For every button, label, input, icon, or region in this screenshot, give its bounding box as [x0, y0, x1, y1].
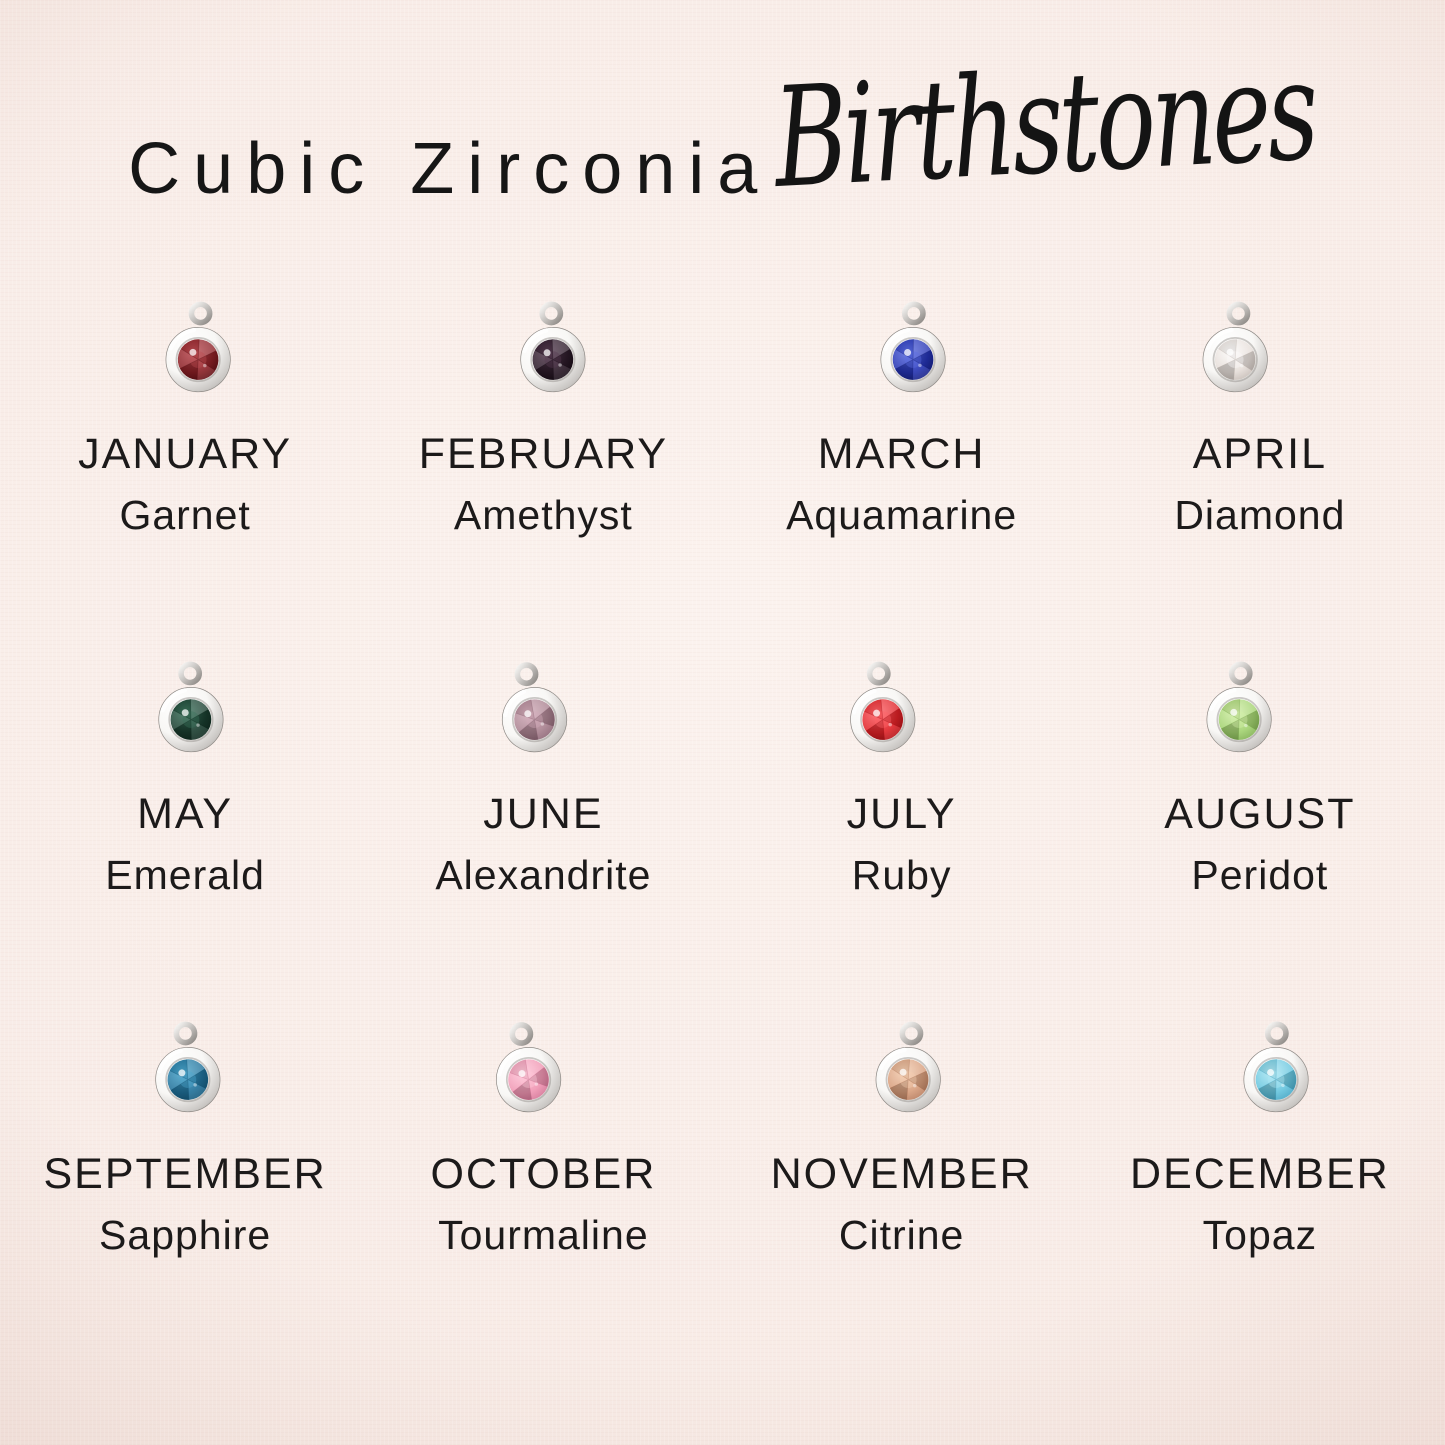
charm-svg	[487, 1012, 571, 1122]
month-label: JANUARY	[78, 430, 293, 478]
stone-label: Emerald	[105, 852, 265, 898]
stone-label: Garnet	[119, 492, 251, 538]
birthstone-item	[6, 268, 364, 538]
birthstone-labels	[435, 790, 651, 899]
birthstone-item	[364, 988, 722, 1258]
aquamarine-charm-icon	[871, 292, 955, 402]
charm-svg	[1197, 652, 1281, 762]
charm-svg	[866, 1012, 950, 1122]
tourmaline-charm-icon	[487, 1012, 571, 1122]
month-label: APRIL	[1192, 430, 1328, 478]
charm-svg	[841, 652, 925, 762]
stone-label: Alexandrite	[435, 852, 652, 898]
stone-label: Amethyst	[453, 492, 633, 538]
birthstone-labels	[1164, 790, 1355, 899]
stone-label: Tourmaline	[438, 1212, 649, 1258]
birthstone-item	[364, 268, 722, 538]
birthstone-item	[364, 628, 722, 898]
sapphire-charm-icon	[146, 1012, 230, 1122]
month-label: JULY	[846, 790, 957, 838]
charm-svg	[1234, 1012, 1318, 1122]
birthstone-labels	[44, 1150, 327, 1259]
birthstone-item	[1081, 988, 1439, 1258]
alexandrite-charm-icon	[493, 652, 577, 762]
diamond-charm-icon	[1193, 292, 1277, 402]
birthstone-item	[723, 268, 1081, 538]
charm-svg	[149, 652, 233, 762]
ruby-charm-icon	[841, 652, 925, 762]
peridot-charm-icon	[1197, 652, 1281, 762]
charm-svg	[871, 292, 955, 402]
charm-svg	[493, 652, 577, 762]
topaz-charm-icon	[1234, 1012, 1318, 1122]
stone-label: Ruby	[851, 852, 952, 898]
birthstone-labels	[1130, 1150, 1390, 1259]
garnet-charm-icon	[156, 292, 240, 402]
month-label: SEPTEMBER	[43, 1150, 327, 1198]
charm-svg	[1193, 292, 1277, 402]
month-label: MARCH	[817, 430, 986, 478]
stone-label: Citrine	[838, 1212, 965, 1258]
stone-label: Topaz	[1202, 1212, 1318, 1258]
month-label: MAY	[137, 790, 234, 838]
birthstone-labels	[78, 430, 292, 539]
stone-label: Diamond	[1174, 492, 1346, 538]
stone-label: Aquamarine	[786, 492, 1018, 538]
title-script-text: Birthstones	[770, 29, 1319, 220]
emerald-charm-icon	[149, 652, 233, 762]
birthstone-item	[6, 988, 364, 1258]
stone-label: Peridot	[1191, 852, 1329, 898]
month-label: AUGUST	[1164, 790, 1356, 838]
charm-svg	[511, 292, 595, 402]
birthstone-grid	[6, 268, 1439, 1258]
birthstone-item	[1081, 628, 1439, 898]
birthstone-labels	[847, 790, 957, 899]
birthstone-labels	[105, 790, 265, 899]
birthstone-labels	[1174, 430, 1345, 539]
page-title	[0, 29, 1445, 220]
month-label: DECEMBER	[1130, 1150, 1390, 1198]
birthstone-item	[6, 628, 364, 898]
birthstone-labels	[786, 430, 1017, 539]
title-main-text: Cubic Zirconia	[128, 129, 771, 209]
charm-svg	[146, 1012, 230, 1122]
month-label: FEBRUARY	[418, 430, 669, 478]
birthstone-labels	[430, 1150, 656, 1259]
month-label: NOVEMBER	[770, 1150, 1033, 1198]
stone-label: Sapphire	[99, 1212, 272, 1258]
birthstone-item	[1081, 268, 1439, 538]
birthstone-labels	[419, 430, 668, 539]
amethyst-charm-icon	[511, 292, 595, 402]
month-label: JUNE	[483, 790, 604, 838]
birthstone-item	[723, 988, 1081, 1258]
month-label: OCTOBER	[430, 1150, 657, 1198]
charm-svg	[156, 292, 240, 402]
citrine-charm-icon	[866, 1012, 950, 1122]
birthstone-item	[723, 628, 1081, 898]
birthstone-labels	[771, 1150, 1033, 1259]
